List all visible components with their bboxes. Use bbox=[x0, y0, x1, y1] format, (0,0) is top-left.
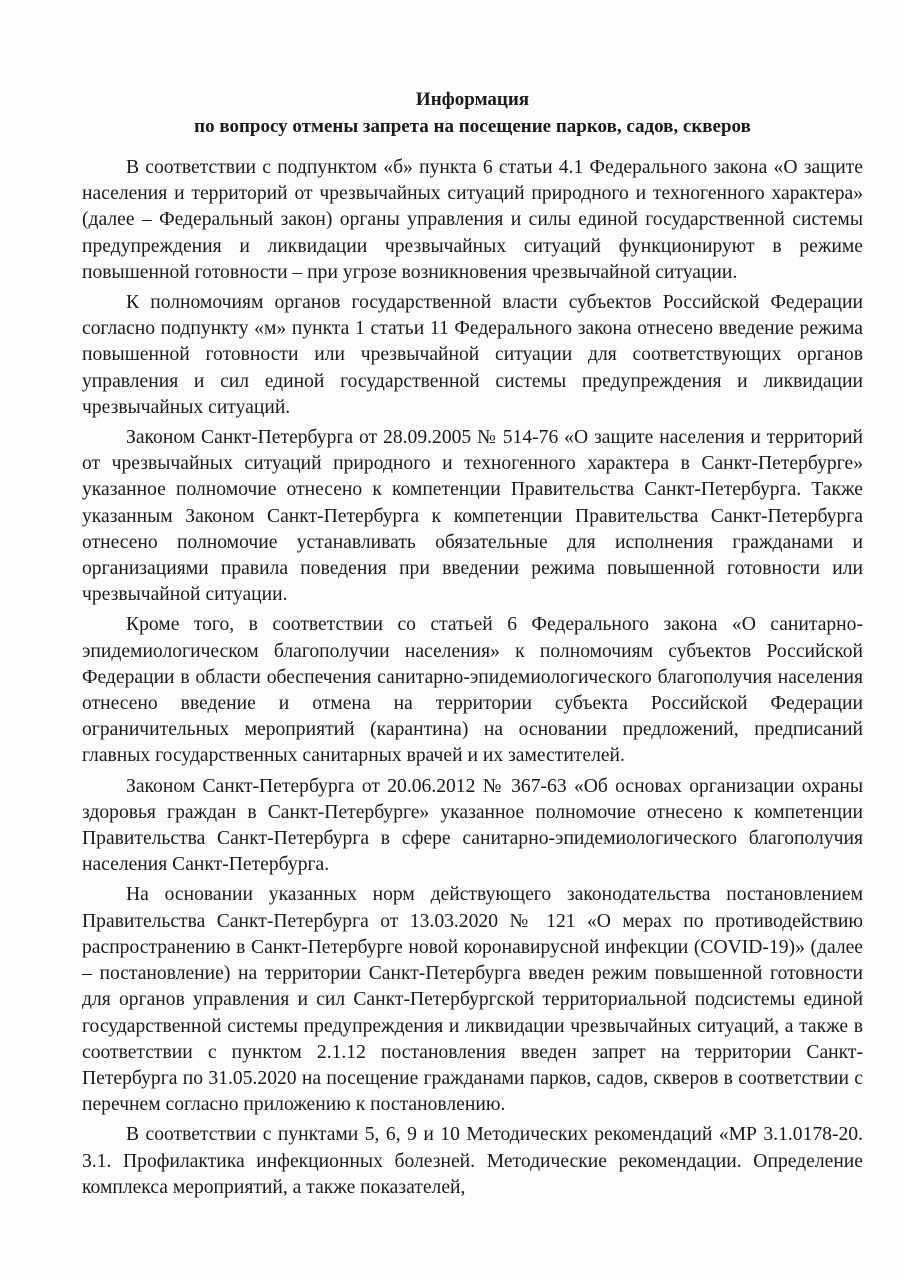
paragraph-7: В соответствии с пунктами 5, 6, 9 и 10 Методических рекомендаций «МР 3.1.0178-20. 3.1. Профилактика инфекционных болезней. Методические рекомендации. Определение комплекса мероприятий, а также показателей, bbox=[82, 1124, 863, 1198]
document-body bbox=[82, 155, 863, 1205]
paragraph-3: Законом Санкт-Петербурга от 28.09.2005 № 514-76 «О защите населения и территорий от чрезвычайных ситуаций природного и техногенного характера в Санкт-Петербурге» указанное полномочие отнесено к компетенции Правительства Санкт-Петербурга. Также указанным Законом Санкт-Петербурга к компетенции Правительства Санкт-Петербурга отнесено полномочие устанавливать обязательные для исполнения гражданами и организациями правила поведения при введении режима повышенной готовности или чрезвычайной ситуации. bbox=[82, 427, 863, 606]
paragraph-6: На основании указанных норм действующего законодательства постановлением Правительства Санкт-Петербурга от 13.03.2020 № 121 «О мерах по противодействию распространению в Санкт-Петербурге новой коронавирусной инфекции (COVID-19)» (далее – постановление) на территории Санкт-Петербурга введен режим повышенной готовности для органов управления и сил Санкт-Петербургской территориальной подсистемы единой государственной системы предупреждения и ликвидации чрезвычайных ситуаций, а также в соответствии с пунктом 2.1.12 постановления введен запрет на территории Санкт-Петербурга по 31.05.2020 на посещение гражданами парков, садов, скверов в соответствии с перечнем согласно приложению к постановлению. bbox=[82, 884, 863, 1116]
paragraph-2: К полномочиям органов государственной власти субъектов Российской Федерации согласно подпункту «м» пункта 1 статьи 11 Федерального закона отнесено введение режима повышенной готовности или чрезвычайной ситуации для соответствующих органов управления и сил единой государственной системы предупреждения и ликвидации чрезвычайных ситуаций. bbox=[82, 292, 863, 418]
document-heading bbox=[60, 86, 885, 140]
document-subtitle: по вопросу отмены запрета на посещение парков, садов, скверов bbox=[194, 116, 751, 137]
paragraph-5: Законом Санкт-Петербурга от 20.06.2012 № 367-63 «Об основах организации охраны здоровья граждан в Санкт-Петербурге» указанное полномочие отнесено к компетенции Правительства Санкт-Петербурга в сфере санитарно-эпидемиологического благополучия населения Санкт-Петербурга. bbox=[82, 775, 863, 876]
paragraph-1: В соответствии с подпунктом «б» пункта 6 статьи 4.1 Федерального закона «О защите населения и территорий от чрезвычайных ситуаций природного и техногенного характера» (далее – Федеральный закон) органы управления и силы единой государственной системы предупреждения и ликвидации чрезвычайных ситуаций функционируют в режиме повышенной готовности – при угрозе возникновения чрезвычайной ситуации. bbox=[82, 157, 863, 283]
document-title: Информация bbox=[415, 89, 530, 110]
paragraph-4: Кроме того, в соответствии со статьей 6 Федерального закона «О санитарно-эпидемиологическом благополучии населения» к полномочиям субъектов Российской Федерации в области обеспечения санитарно-эпидемиологического благополучия населения отнесено введение и отмена на территории субъекта Российской Федерации ограничительных мероприятий (карантина) на основании предложений, предписаний главных государственных санитарных врачей и их заместителей. bbox=[82, 614, 863, 767]
